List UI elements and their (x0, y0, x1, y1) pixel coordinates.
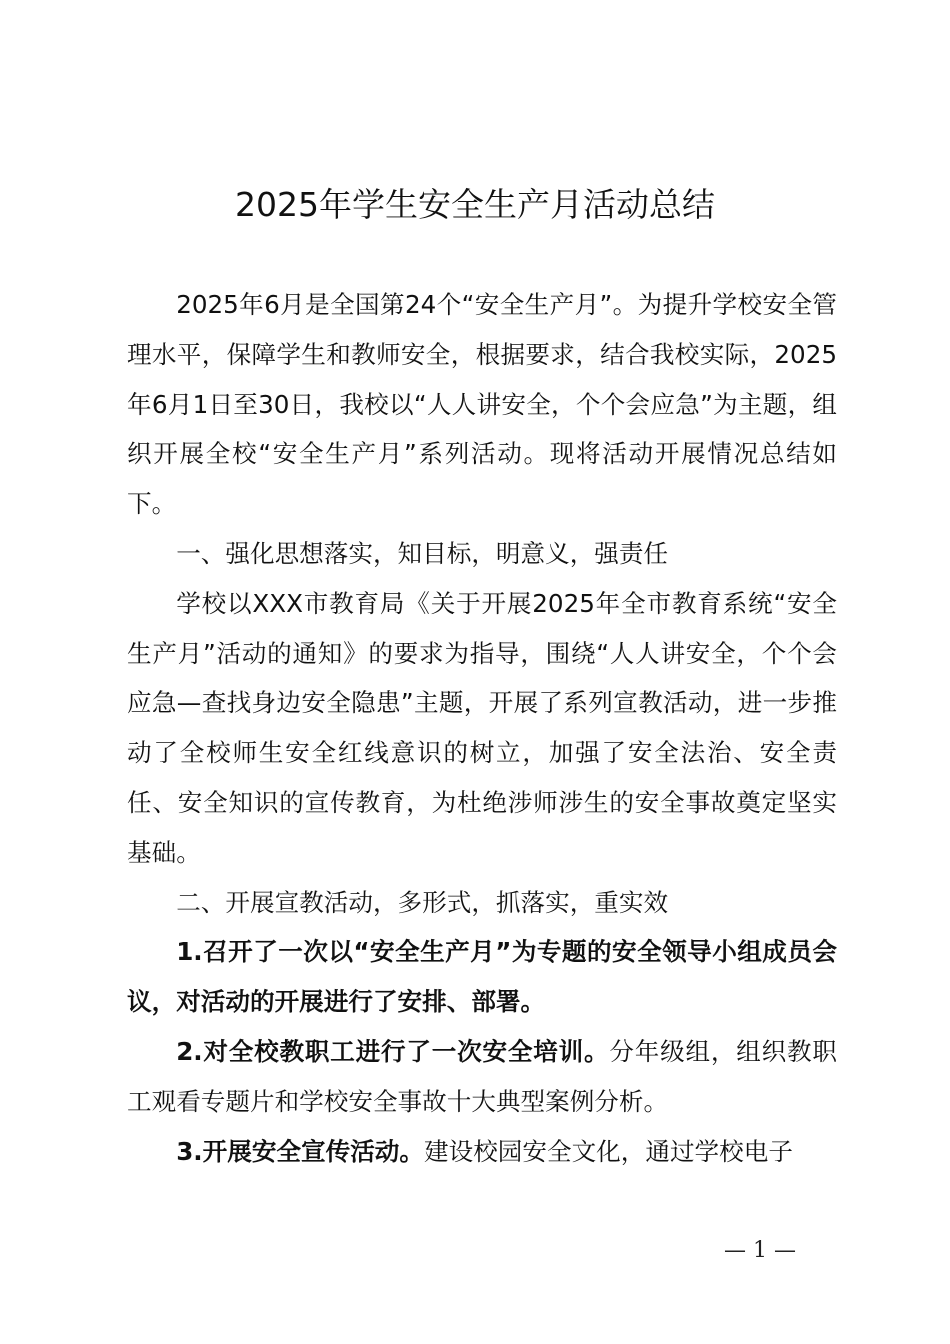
list-item-2 (127, 1027, 837, 1127)
section-heading-2: 二、开展宣教活动，多形式，抓落实，重实效 (176, 887, 669, 917)
list-item-3-text: 建设校园安全文化，通过学校电子 (424, 1136, 793, 1166)
document-title: 2025年学生安全生产月活动总结 (235, 185, 715, 224)
intro-paragraph: 2025年6月是全国第24个“安全生产月”。为提升学校安全管理水平，保障学生和教师安全，根据要求，结合我校实际，2025年6月1日至30日，我校以“人人讲安全，个个会应急”为主题，组织开展全校“安全生产月”系列活动。现将活动开展情况总结如下。 (127, 290, 837, 519)
list-item-3-lead: 3.开展安全宣传活动。 (176, 1136, 424, 1166)
list-item-1-lead: 1.召开了一次以“安全生产月”为专题的安全领导小组成员会议，对活动的开展进行了安排、部署。 (127, 937, 837, 1017)
section-1-paragraph: 学校以XXX市教育局《关于开展2025年全市教育系统“安全生产月”活动的通知》的要求为指导，围绕“人人讲安全，个个会应急—查找身边安全隐患”主题，开展了系列宣教活动，进一步推动了全校师生安全红线意识的树立，加强了安全法治、安全责任、安全知识的宣传教育，为杜绝涉师涉生的安全事故奠定坚实基础。 (127, 588, 837, 867)
list-item-3 (127, 1127, 837, 1177)
document-body (127, 280, 837, 1176)
list-item-1 (127, 927, 837, 1027)
section-heading-1: 一、强化思想落实，知目标，明意义，强责任 (176, 538, 669, 568)
page-number: — 1 — (724, 1238, 796, 1263)
list-item-2-text: 分年级组，组织教职工观看专题片和学校安全事故十大典型案例分析。 (127, 1036, 837, 1116)
list-item-2-lead: 2.对全校教职工进行了一次安全培训。 (176, 1036, 610, 1066)
